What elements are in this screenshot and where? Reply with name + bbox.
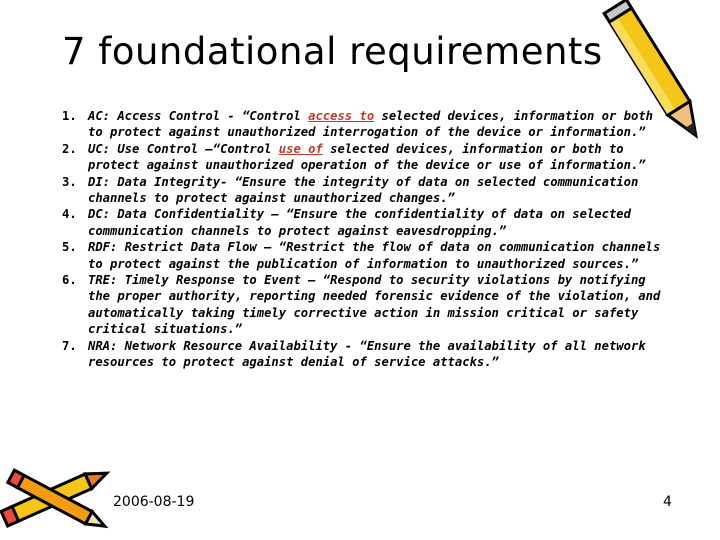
item-text: NRA: Network Resource Availability - “Ensure the availability of all network resources to protect against denial of service attacks.” xyxy=(88,338,646,370)
list-item xyxy=(62,239,662,272)
item-text: UC: Use Control –“Control xyxy=(88,141,279,156)
list-item xyxy=(62,141,662,174)
slide-title: 7 foundational requirements xyxy=(62,30,603,73)
item-text: TRE: Timely Response to Event – “Respond to security violations by notifying the proper authority, reporting needed forensic evidence of the violation, and automatically taking timely corrective action in mission critical or safety critical situations.” xyxy=(88,273,661,337)
footer-date: 2006-08-19 xyxy=(113,494,195,510)
item-number: 5. xyxy=(62,240,77,255)
list-item xyxy=(62,174,662,207)
item-number: 7. xyxy=(62,338,77,353)
item-text: DI: Data Integrity- “Ensure the integrity of data on selected communication channels to protect against unauthorized changes.” xyxy=(88,174,639,206)
item-number: 6. xyxy=(62,273,77,288)
list-item xyxy=(62,338,662,371)
pencils-icon xyxy=(0,450,130,540)
requirements-list xyxy=(62,108,662,371)
item-text-tail: selected devices, information or both to protect against unauthorized operation of the device or use of information.” xyxy=(88,141,646,173)
list-item xyxy=(62,272,662,338)
item-number: 3. xyxy=(62,174,77,189)
list-item xyxy=(62,206,662,239)
item-text: AC: Access Control - “Control xyxy=(88,109,309,123)
item-underlined-text: use of xyxy=(278,141,323,156)
pencil-icon xyxy=(600,0,720,160)
item-text-tail: selected devices, information or both to protect against unauthorized interrogation of the device or information.” xyxy=(88,109,653,140)
page-number: 4 xyxy=(663,494,672,510)
list-item xyxy=(62,108,662,141)
item-number: 4. xyxy=(62,207,77,222)
item-number: 2. xyxy=(62,141,77,156)
item-text: RDF: Restrict Data Flow – “Restrict the flow of data on communication channels to protect against the publication of information to unauthorized sources.” xyxy=(88,240,661,271)
item-number: 1. xyxy=(62,109,77,123)
item-text: DC: Data Confidentiality – “Ensure the confidentiality of data on selected communication channels to protect against eavesdropping.” xyxy=(88,207,631,238)
item-underlined-text: access to xyxy=(308,109,375,123)
